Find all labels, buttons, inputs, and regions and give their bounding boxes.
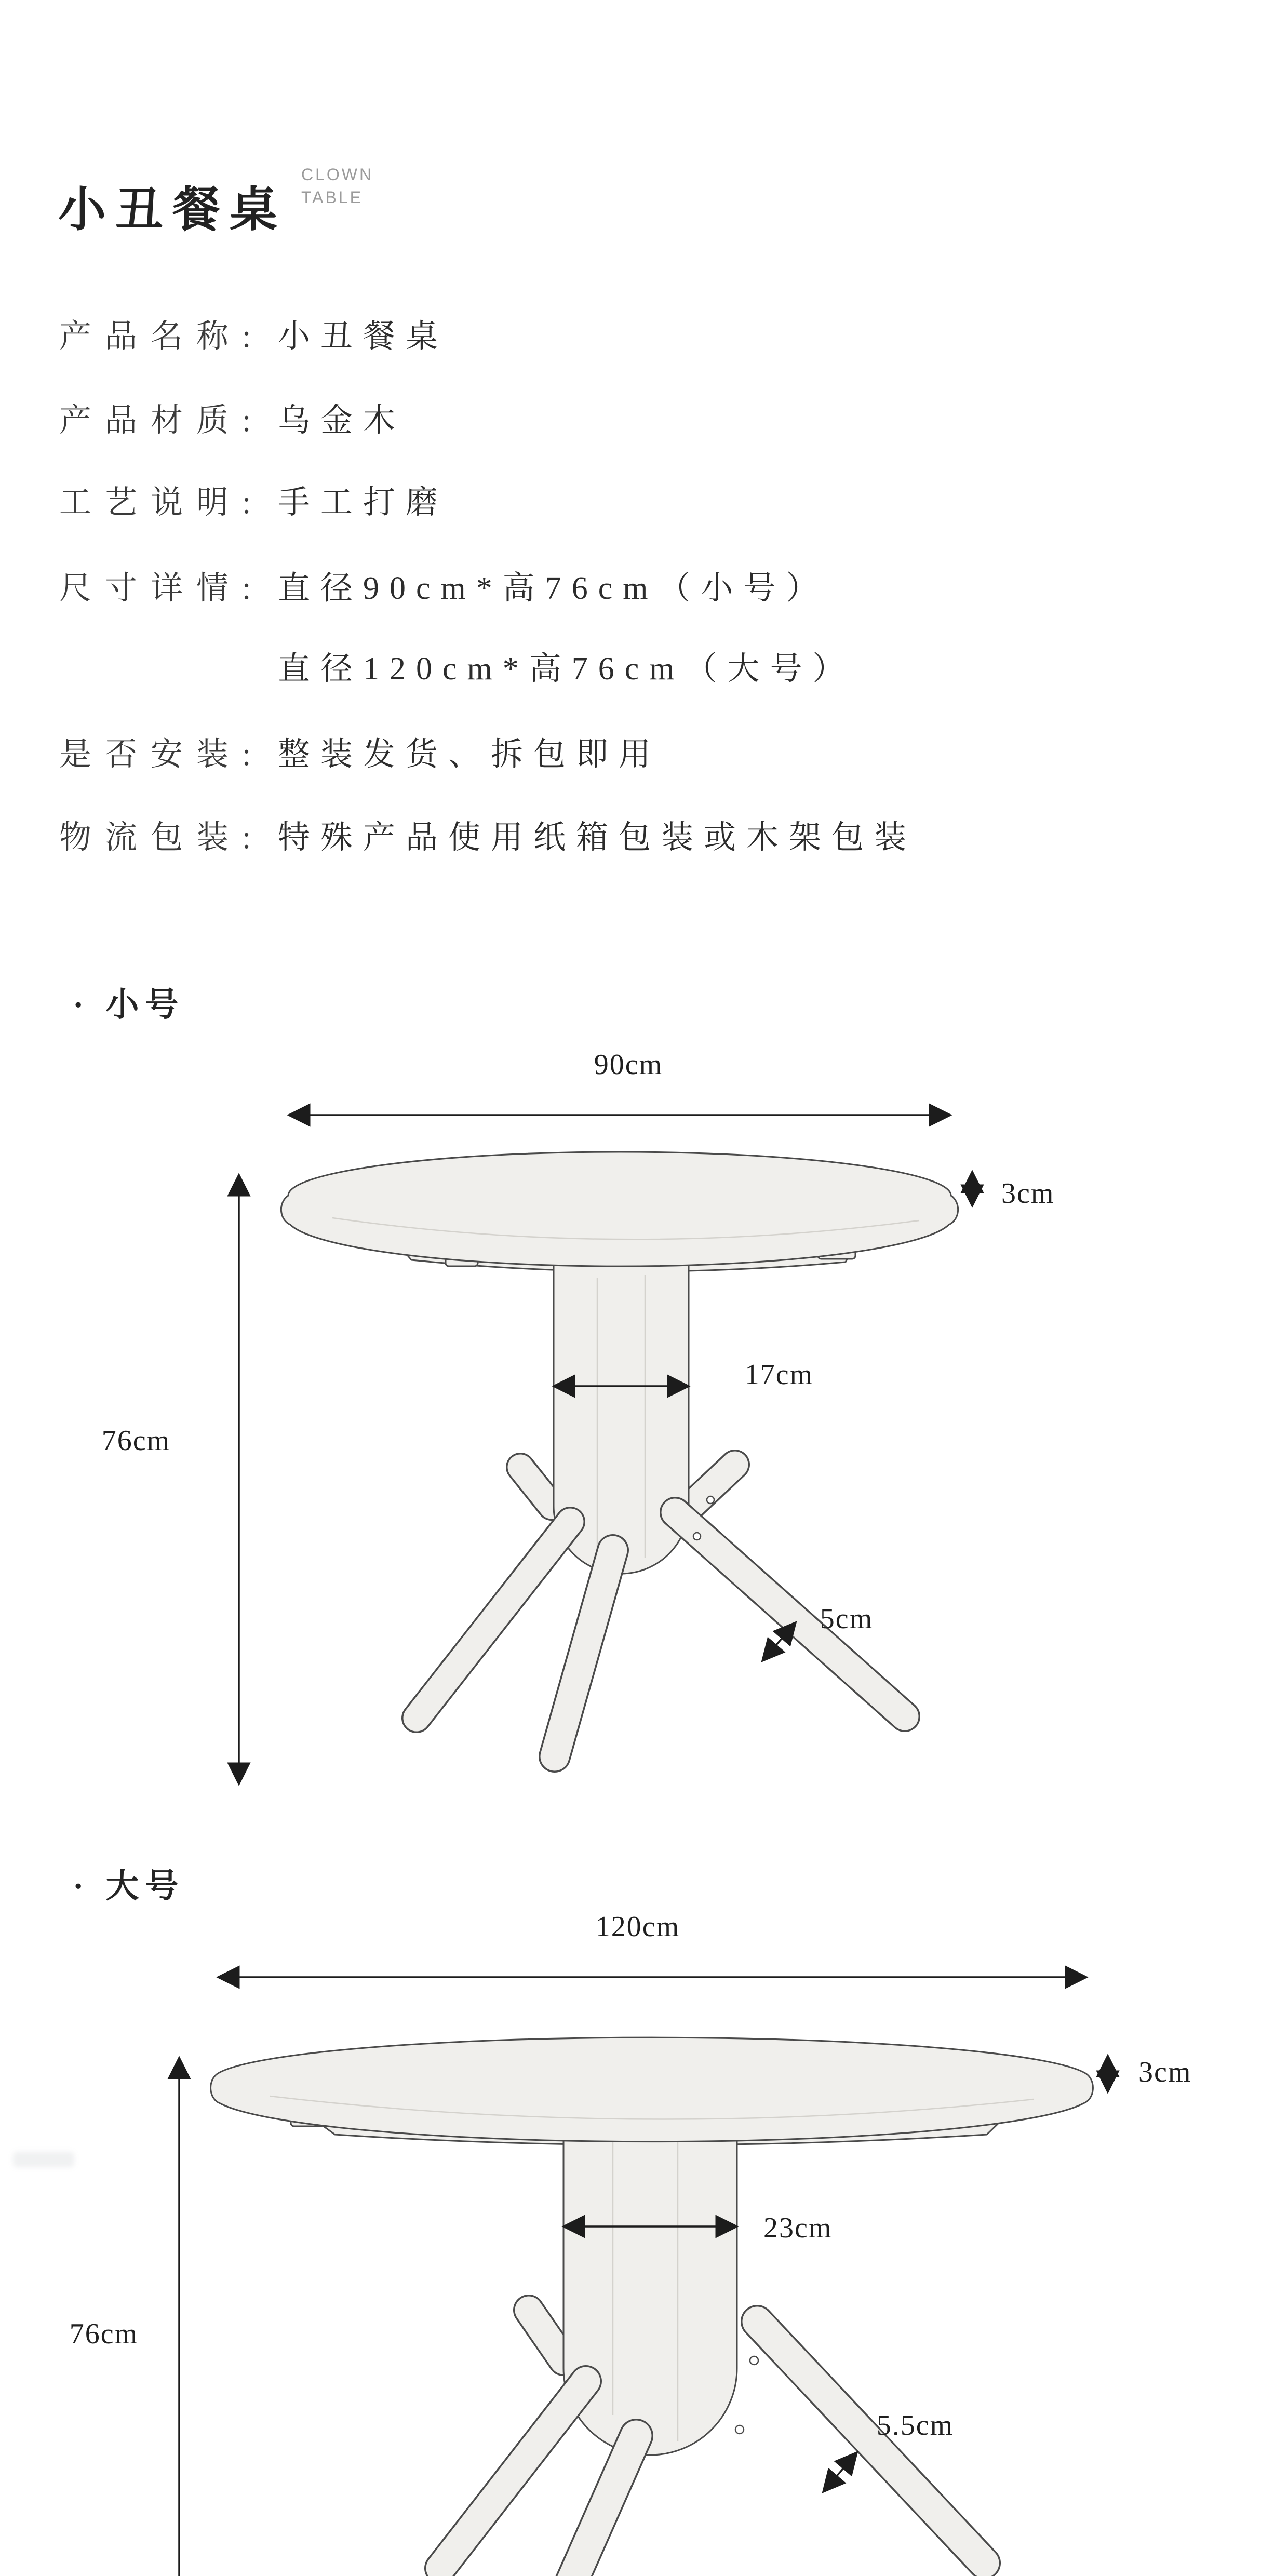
section-name-small: 小号: [105, 986, 185, 1023]
small-table-top: [281, 1152, 958, 1266]
spec-value: 直径90cm*高76cm（小号）: [278, 571, 829, 606]
spec-value: 整装发货、拆包即用: [278, 737, 662, 772]
watermark-smudge: [13, 2152, 74, 2167]
small-table-back-leg-left-fill: [520, 1467, 552, 1506]
large-table-back-leg-left-fill: [529, 2310, 564, 2360]
spec-row-packaging: [59, 819, 917, 856]
small-height-label: 76cm: [101, 1425, 171, 1457]
bullet-dot: ·: [73, 1868, 90, 1904]
small-diameter-label: 90cm: [594, 1049, 663, 1081]
large-pedestal-label: 23cm: [763, 2212, 833, 2244]
large-table-pedestal: [564, 2109, 737, 2455]
spec-row-size-2: [59, 650, 855, 688]
small-leg-label: 5cm: [820, 1603, 874, 1635]
large-table-bolt-1: [750, 2356, 758, 2365]
spec-value: 乌金木: [278, 403, 406, 438]
page-subtitle-line1: CLOWN: [301, 165, 374, 184]
small-leg-arrow: [762, 1622, 796, 1661]
large-diameter-label: 120cm: [595, 1911, 680, 1943]
section-name-large: 大号: [105, 1868, 185, 1904]
large-table-bolt-2: [735, 2425, 744, 2434]
spec-row-product-name: [59, 318, 448, 355]
page-subtitle-line2: TABLE: [301, 188, 363, 207]
spec-value: 直径120cm*高76cm（大号）: [278, 651, 855, 687]
spec-row-craft: [59, 484, 448, 521]
small-table-bolt-2: [693, 1533, 701, 1540]
small-table-bolt-1: [707, 1496, 714, 1504]
page-title: 小丑餐桌: [58, 183, 287, 236]
large-table-top: [211, 2037, 1093, 2141]
spec-label: 产品材质:: [59, 403, 265, 438]
large-thickness-label: 3cm: [1138, 2056, 1192, 2088]
small-pedestal-label: 17cm: [744, 1359, 814, 1391]
small-thickness-label: 3cm: [1001, 1177, 1055, 1210]
spec-row-assembly: [59, 736, 661, 773]
large-table-leg-left-fill: [440, 2381, 586, 2568]
bullet-dot: ·: [73, 986, 90, 1023]
spec-value: 特殊产品使用纸箱包装或木架包装: [278, 820, 917, 855]
spec-label: 产品名称:: [59, 319, 265, 354]
small-table-leg-center-fill: [555, 1550, 613, 1756]
small-table-diagram: [0, 1028, 1288, 1828]
large-table-leg-right-fill: [757, 2322, 984, 2563]
spec-label: 是否安装:: [59, 737, 265, 772]
large-leg-arrow: [823, 2452, 857, 2492]
large-table-diagram: [0, 1890, 1288, 2576]
spec-row-size-1: [59, 570, 829, 607]
section-heading-small: [73, 986, 184, 1024]
large-leg-label: 5.5cm: [876, 2409, 954, 2441]
spec-value: 手工打磨: [278, 485, 449, 520]
small-table-leg-left-fill: [417, 1522, 570, 1718]
spec-label: 物流包装:: [59, 820, 265, 855]
spec-value: 小丑餐桌: [278, 319, 449, 354]
spec-row-material: [59, 402, 406, 439]
large-height-label: 76cm: [69, 2318, 139, 2350]
spec-label: 工艺说明:: [59, 485, 265, 520]
spec-label: 尺寸详情:: [59, 571, 265, 606]
page-subtitle: [301, 163, 373, 209]
